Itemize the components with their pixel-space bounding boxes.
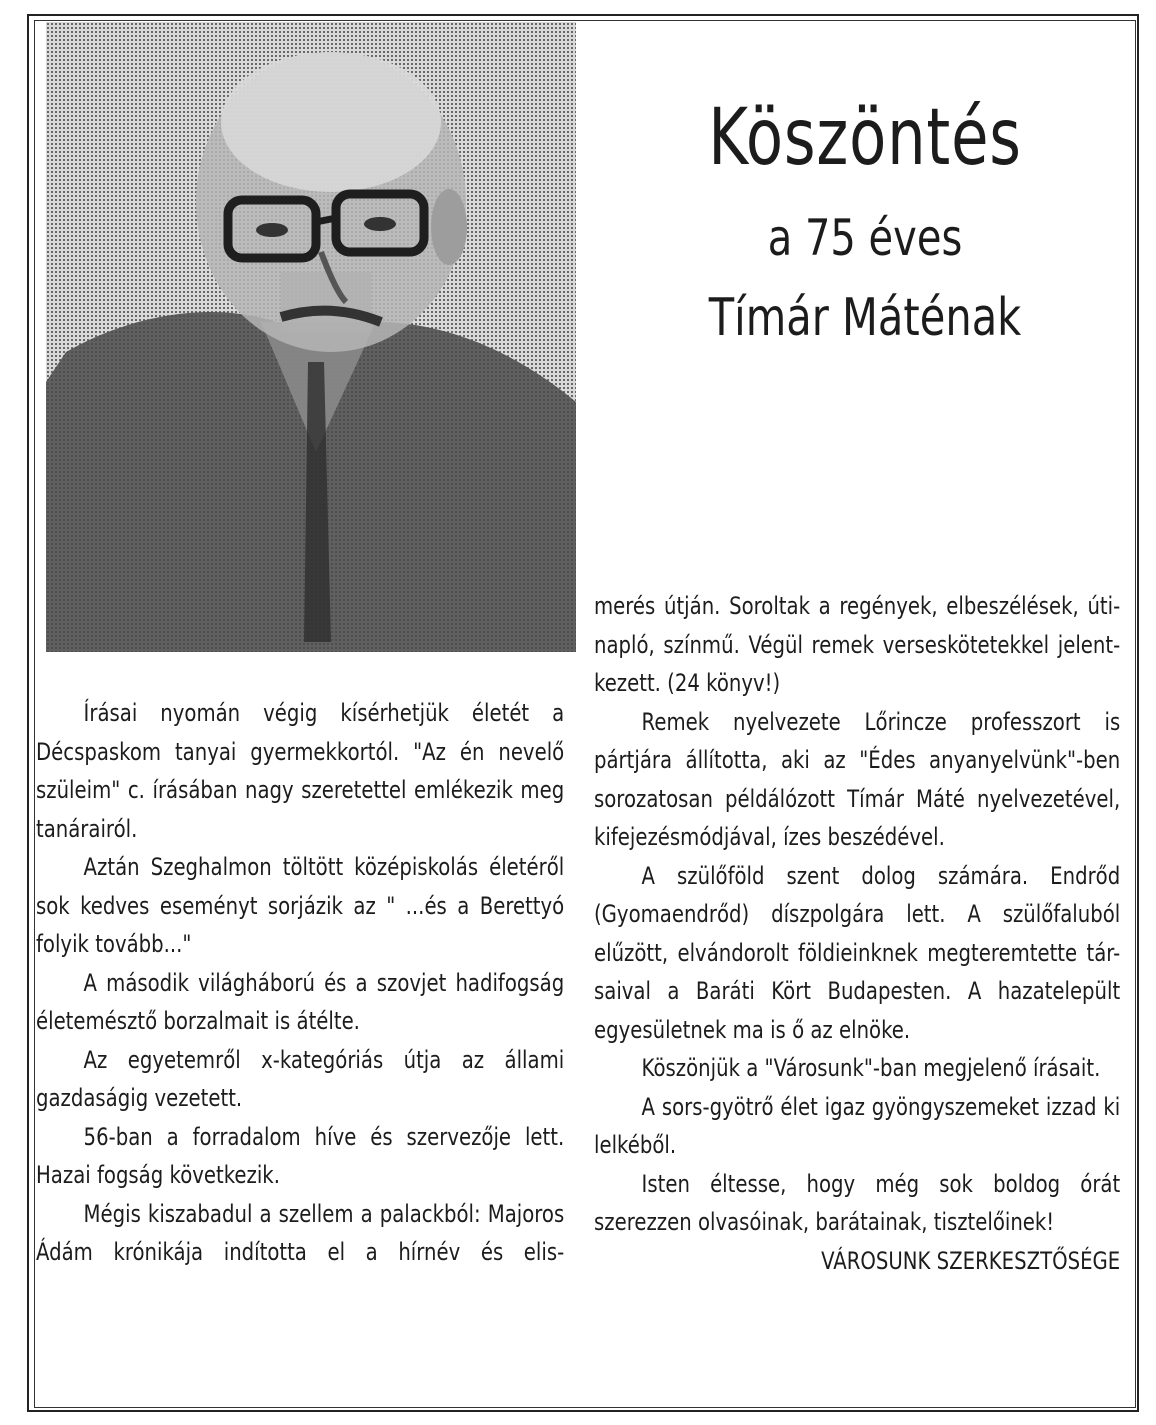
paragraph: merés útján. Soroltak a regények, elbeszélések, úti-napló, színmű. Végül remek verseskötetekkel jelent-kezett. (24 könyv!) (594, 592, 1121, 697)
paragraph: Köszönjük a "Városunk"-ban megjelenő írásait. (641, 1054, 1101, 1082)
paragraph: Az egyetemről x-kategóriás útja az állami gazdaságig vezetett. (36, 1045, 565, 1112)
paragraph: A sors-gyötrő élet igaz gyöngyszemeket izzad ki lelkéből. (594, 1092, 1121, 1159)
left-eye (256, 223, 288, 237)
right-ear (431, 189, 467, 265)
signature: VÁROSUNK SZERKESZTŐSÉGE (821, 1246, 1121, 1275)
glasses-bridge (316, 218, 336, 222)
paragraph: Aztán Szeghalmon töltött középiskolás életéről sok kedves eseményt sorjázik az " ...és a Berettyó folyik tovább..." (36, 853, 565, 958)
portrait-photo (46, 22, 576, 652)
right-text-column (594, 587, 1120, 1280)
heading-subtitle-age: a 75 éves (767, 209, 963, 267)
paragraph: 56-ban a forradalom híve és szervezője lett. Hazai fogság következik. (36, 1122, 565, 1189)
left-text-column (36, 694, 564, 1272)
heading-subtitle-name: Tímár Máténak (708, 288, 1022, 348)
paragraph: Mégis kiszabadul a szellem a palackból: Majoros Ádám krónikája indította el a hírnév és elis- (36, 1199, 565, 1266)
paragraph: Isten éltesse, hogy még sok boldog órát szerezzen olvasóinak, barátainak, tisztelőinek! (594, 1169, 1121, 1236)
forehead-shape (221, 52, 441, 192)
portrait-illustration (46, 22, 576, 652)
paragraph: Írásai nyomán végig kísérhetjük életét a Décspaskom tanyai gyermekkortól. "Az én nevelő szüleim" c. írásában nagy szeretettel emlékezik meg tanárairól. (36, 699, 565, 843)
paragraph: A második világháború és a szovjet hadifogság életemésztő borzalmait is átélte. (36, 968, 565, 1035)
right-eye (364, 217, 396, 231)
article-heading (610, 90, 1120, 350)
paragraph: Remek nyelvezete Lőrincze professzort is pártjára állította, aki az "Édes anyanyelvünk"-ben sorozatosan példálózott Tímár Máté nyelvezetével, kifejezésmódjával, ízes beszédével. (594, 707, 1121, 851)
heading-title: Köszöntés (708, 93, 1022, 183)
paragraph: A szülőföld szent dolog számára. Endrőd (Gyomaendrőd) díszpolgára lett. A szülőfaluból elűzött, elvándorolt földieinknek megteremtette tár-saival a Baráti Kört Budapesten. A hazatelepült egyesületnek ma is ő az elnöke. (594, 861, 1121, 1044)
